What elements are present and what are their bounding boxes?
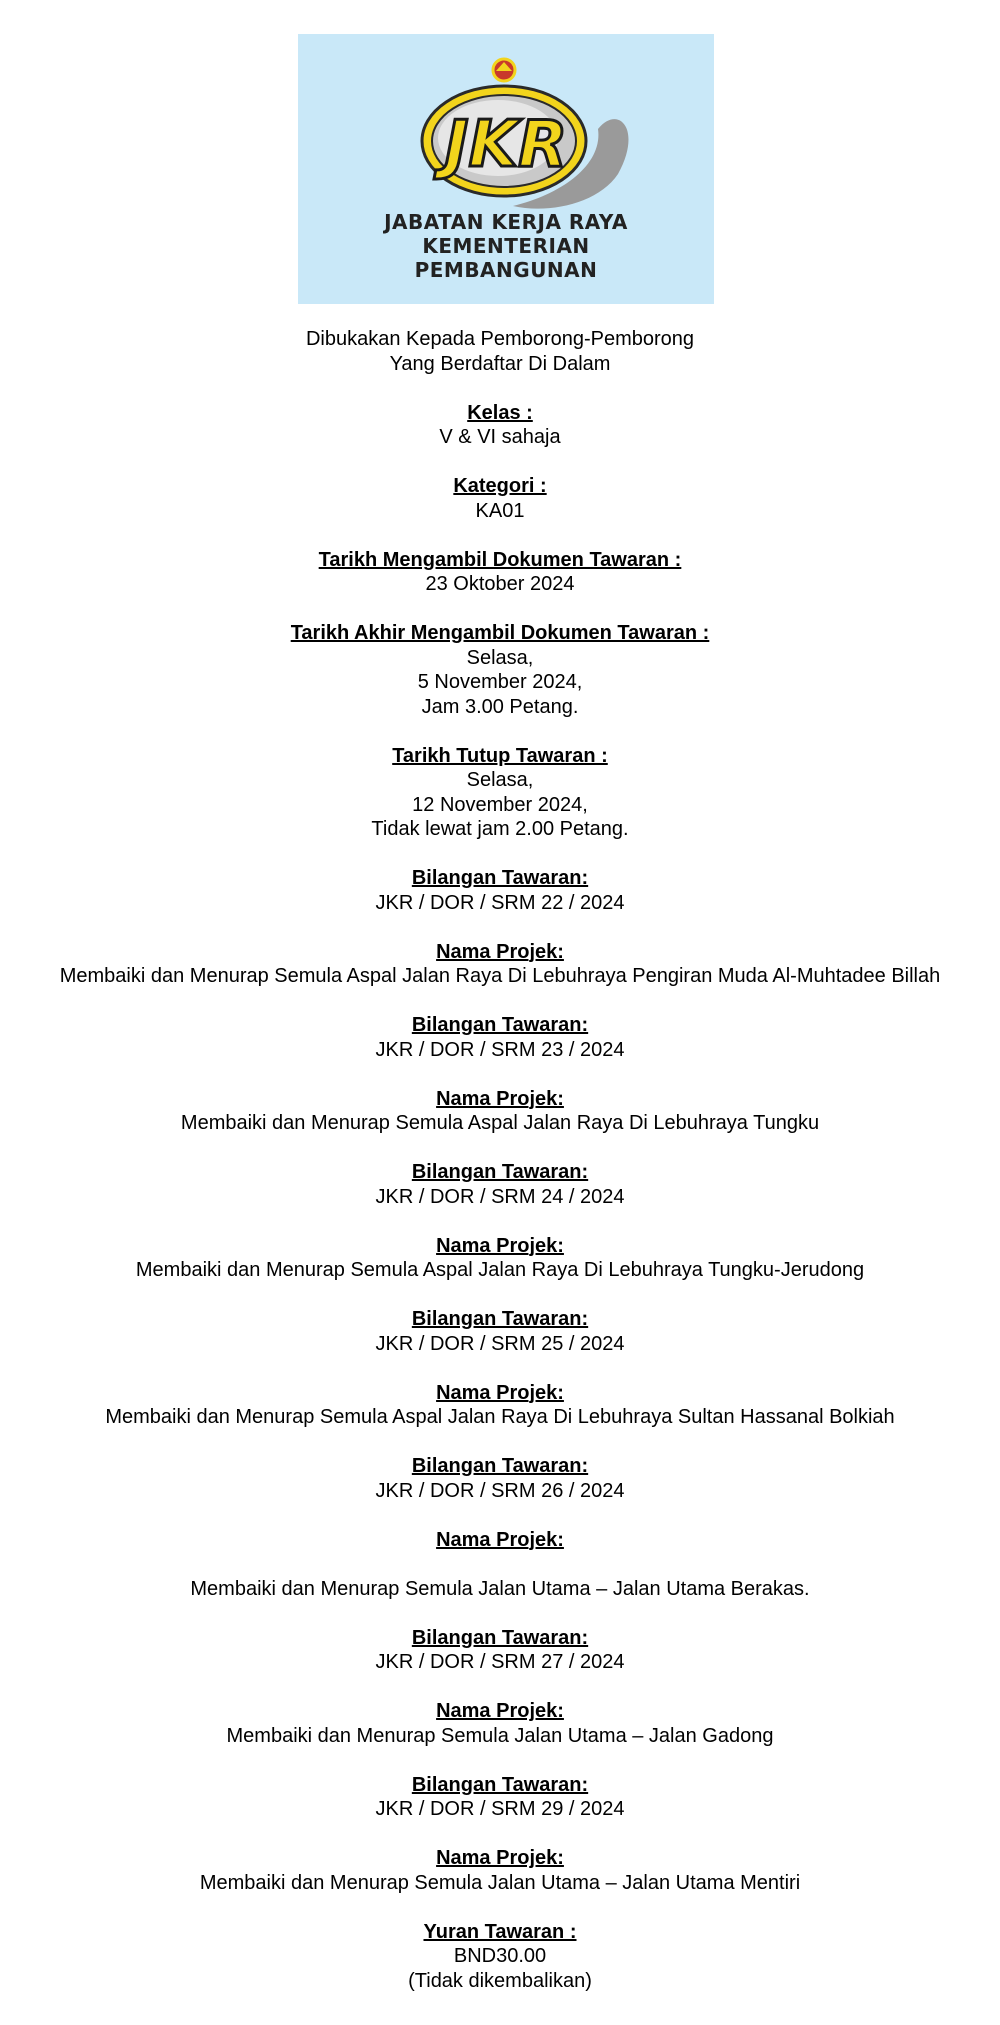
nama-projek-value: Membaiki dan Menurap Semula Jalan Utama – Jalan Gadong <box>226 1724 774 1747</box>
bilangan-label: Bilangan Tawaran: <box>411 1626 589 1649</box>
tarikh-akhir-line: Selasa, <box>466 646 534 669</box>
bilangan-label: Bilangan Tawaran: <box>411 1161 589 1183</box>
logo-org-line-3: PEMBANGUNAN <box>414 258 598 282</box>
jkr-emblem-icon <box>298 34 714 219</box>
bilangan-label: Bilangan Tawaran: <box>411 1308 589 1330</box>
logo-org-line-2: KEMENTERIAN <box>422 234 590 258</box>
bilangan-value: JKR / DOR / SRM 26 / 2024 <box>375 1479 625 1502</box>
logo-org-line-1: JABATAN KERJA RAYA <box>384 210 628 234</box>
bilangan-label: Bilangan Tawaran: <box>411 1773 589 1796</box>
jkr-logo <box>298 34 714 304</box>
intro-line: Dibukakan Kepada Pemborong-Pemborong <box>305 328 695 350</box>
tarikh-tutup-line: Selasa, <box>466 769 534 791</box>
nama-projek-label: Nama Projek: <box>436 1528 564 1551</box>
nama-projek-label: Nama Projek: <box>436 1087 564 1110</box>
yuran-value: BND30.00 <box>453 1945 547 1967</box>
tarikh-tutup-line: 12 November 2024, <box>412 793 588 816</box>
tarikh-tutup-label: Tarikh Tutup Tawaran : <box>392 744 608 767</box>
bilangan-value: JKR / DOR / SRM 25 / 2024 <box>375 1332 625 1355</box>
tarikh-akhir-label: Tarikh Akhir Mengambil Dokumen Tawaran : <box>290 622 710 644</box>
bilangan-value: JKR / DOR / SRM 22 / 2024 <box>375 891 625 914</box>
nama-projek-value: Membaiki dan Menurap Semula Aspal Jalan Raya Di Lebuhraya Sultan Hassanal Bolkiah <box>105 1406 895 1428</box>
tarikh-tutup-line: Tidak lewat jam 2.00 Petang. <box>371 818 629 840</box>
svg-text:JKR: JKR <box>444 108 568 182</box>
nama-projek-value: Membaiki dan Menurap Semula Aspal Jalan Raya Di Lebuhraya Tungku-Jerudong <box>135 1259 865 1281</box>
nama-projek-label: Nama Projek: <box>436 1847 564 1869</box>
nama-projek-value: Membaiki dan Menurap Semula Jalan Utama – Jalan Utama Mentiri <box>199 1871 801 1894</box>
intro-line: Yang Berdaftar Di Dalam <box>389 352 611 375</box>
tarikh-ambil-label: Tarikh Mengambil Dokumen Tawaran : <box>318 548 682 571</box>
tarikh-akhir-line: 5 November 2024, <box>417 671 583 693</box>
yuran-label: Yuran Tawaran : <box>423 1920 577 1943</box>
kelas-value: V & VI sahaja <box>439 426 561 448</box>
bilangan-value: JKR / DOR / SRM 24 / 2024 <box>375 1185 625 1208</box>
tarikh-akhir-line: Jam 3.00 Petang. <box>421 695 579 718</box>
bilangan-label: Bilangan Tawaran: <box>411 1014 589 1036</box>
bilangan-label: Bilangan Tawaran: <box>411 1455 589 1477</box>
nama-projek-label: Nama Projek: <box>436 940 564 963</box>
yuran-note: (Tidak dikembalikan) <box>408 1969 592 1992</box>
nama-projek-value: Membaiki dan Menurap Semula Jalan Utama – Jalan Utama Berakas. <box>190 1577 810 1600</box>
nama-projek-value: Membaiki dan Menurap Semula Aspal Jalan Raya Di Lebuhraya Pengiran Muda Al-Muhtadee Billah <box>59 965 941 987</box>
bilangan-value: JKR / DOR / SRM 27 / 2024 <box>375 1651 625 1673</box>
nama-projek-label: Nama Projek: <box>436 1700 564 1722</box>
kelas-label: Kelas : <box>467 401 533 424</box>
bilangan-label: Bilangan Tawaran: <box>411 867 589 889</box>
kategori-value: KA01 <box>475 499 525 522</box>
kategori-label: Kategori : <box>453 475 547 497</box>
bilangan-value: JKR / DOR / SRM 23 / 2024 <box>375 1038 625 1061</box>
tender-notice <box>0 327 1000 1993</box>
tarikh-ambil-value: 23 Oktober 2024 <box>425 573 575 595</box>
bilangan-value: JKR / DOR / SRM 29 / 2024 <box>375 1798 625 1820</box>
nama-projek-value: Membaiki dan Menurap Semula Aspal Jalan Raya Di Lebuhraya Tungku <box>180 1112 820 1134</box>
nama-projek-label: Nama Projek: <box>436 1381 564 1404</box>
nama-projek-label: Nama Projek: <box>436 1234 564 1257</box>
